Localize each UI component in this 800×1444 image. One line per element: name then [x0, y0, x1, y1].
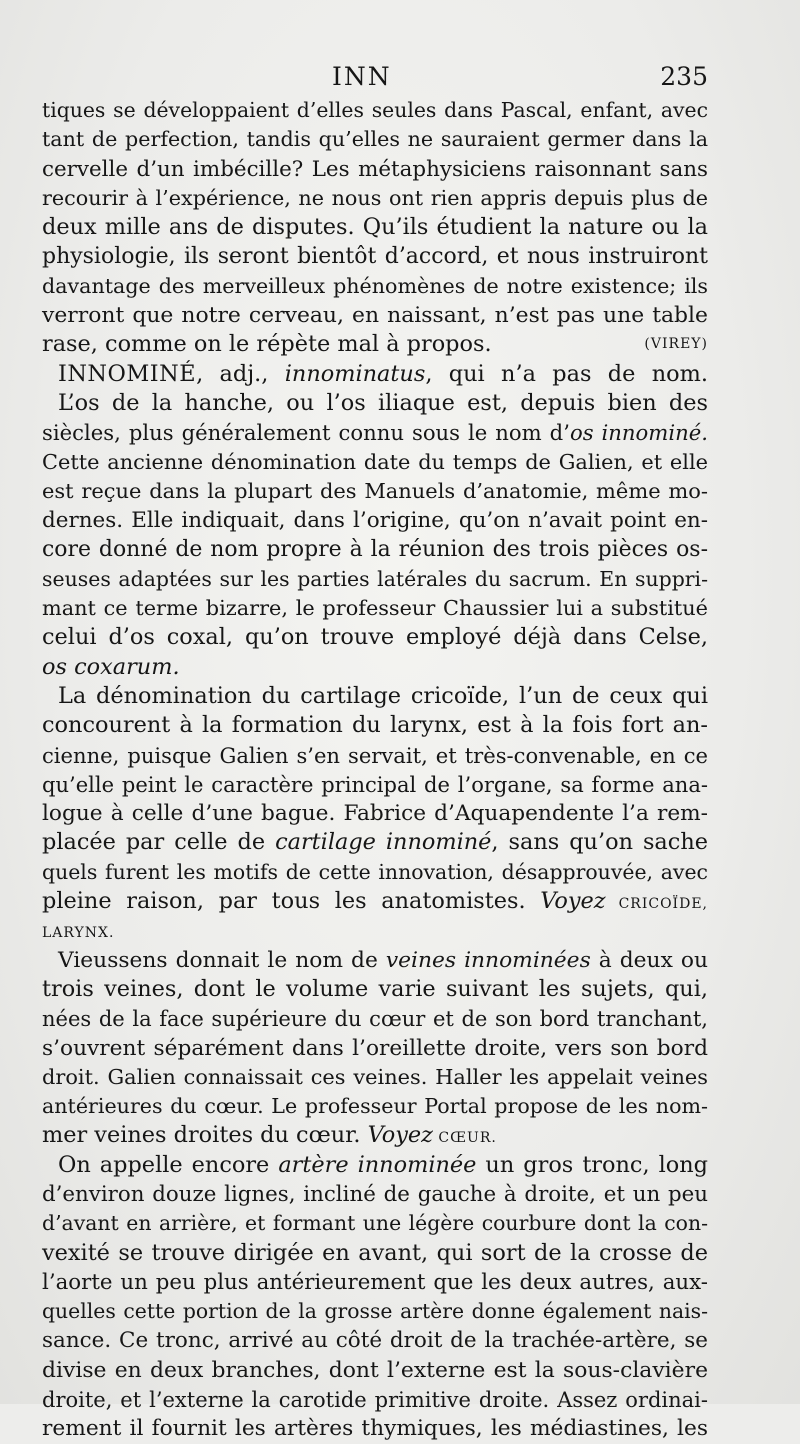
- text-line: l’aorte un peu plus antérieurement que les deux autres, aux-: [42, 1269, 708, 1295]
- text-line: quelles cette portion de la grosse artère donne également nais-: [42, 1299, 708, 1324]
- author-signature: (VIREY): [644, 336, 708, 353]
- text-line: trois veines, dont le volume varie suivant les sujets, qui,: [42, 975, 708, 1002]
- text-line: d’environ douze lignes, incliné de gauche à droite, et un peu: [42, 1181, 708, 1207]
- text-line: droite, et l’externe la carotide primitive droite. Assez ordinai-: [42, 1387, 708, 1413]
- text-line: nées de la face supérieure du cœur et de son bord tranchant,: [42, 1006, 708, 1032]
- text-line: droit. Galien connaissait ces veines. Haller les appelait veines: [42, 1064, 708, 1089]
- page-number: 235: [660, 62, 708, 91]
- running-head: INN: [332, 62, 392, 91]
- text-line: antérieures du cœur. Le professeur Portal propose de les nom-: [42, 1094, 708, 1119]
- text-line: verront que notre cerveau, en naissant, n’est pas une table: [42, 303, 708, 329]
- page-text: [42, 96, 708, 1444]
- text-line: davantage des merveilleux phénomènes de notre existence; ils: [42, 273, 708, 298]
- text-line: La dénomination du cartilage cricoïde, l’un de ceux qui: [58, 682, 708, 709]
- text-line: LARYNX.: [42, 925, 115, 942]
- text-line: celui d’os coxal, qu’on trouve employé déjà dans Celse,: [42, 624, 708, 651]
- text-line: deux mille ans de disputes. Qu’ils étudient la nature ou la: [42, 214, 708, 241]
- text-line: On appelle encore artère innominée un gros tronc, long: [58, 1151, 708, 1178]
- headword: INNOMINÉ: [58, 360, 197, 387]
- text-line: est reçue dans la plupart des Manuels d’anatomie, même mo-: [42, 478, 708, 503]
- text-line: mer veines droites du cœur. Voyez CŒUR.: [42, 1122, 497, 1149]
- text-line: concourent à la formation du larynx, est à la fois fort an-: [42, 712, 708, 739]
- text-line: physiologie, ils seront bientôt d’accord, et nous instruiront: [42, 244, 708, 270]
- text-line: quels furent les motifs de cette innovation, désapprouvée, avec: [42, 859, 708, 884]
- text-line: tant de perfection, tandis qu’elles ne sauraient germer dans la: [42, 127, 708, 152]
- text-line: d’avant en arrière, et formant une légère courbure dont la con-: [42, 1211, 708, 1236]
- page-header: [42, 62, 708, 96]
- text-line: recourir à l’expérience, ne nous ont rien appris depuis plus de: [42, 185, 708, 210]
- text-line: cervelle d’un imbécille? Les métaphysiciens raisonnant sans: [42, 156, 708, 182]
- text-line: Vieussens donnait le nom de veines innominées à deux ou: [58, 947, 708, 973]
- text-line: cienne, puisque Galien s’en servait, et très-convenable, en ce: [42, 742, 708, 768]
- text-line: dernes. Elle indiquait, dans l’origine, qu’on n’avait point en-: [42, 508, 708, 534]
- text-line: os coxarum.: [42, 653, 180, 680]
- text-line: seuses adaptées sur les parties latérales du sacrum. En suppri-: [42, 566, 708, 591]
- text-line: siècles, plus généralement connu sous le nom d’os innominé.: [42, 420, 708, 446]
- text-line: logue à celle d’une bague. Fabrice d’Aquapendente l’a rem-: [42, 801, 708, 827]
- text-line: rement il fournit les artères thymiques, les médiastines, les: [42, 1416, 708, 1442]
- text-line: sance. Ce tronc, arrivé au côté droit de la trachée-artère, se: [42, 1328, 708, 1354]
- text-line: core donné de nom propre à la réunion des trois pièces os-: [42, 537, 708, 563]
- text-line: Cette ancienne dénomination date du temps de Galien, et elle: [42, 449, 708, 474]
- text-line: qu’elle peint le caractère principal de l’organe, sa forme ana-: [42, 771, 708, 797]
- text-line-signed: rase, comme on le répète mal à propos. (VIREY): [42, 330, 708, 359]
- text-line: mant ce terme bizarre, le professeur Chaussier lui a substitué: [42, 596, 708, 621]
- text-line: pleine raison, par tous les anatomistes. Voyez CRICOÏDE,: [42, 888, 708, 915]
- entry-headword-line: INNOMINÉ, adj., innominatus, qui n’a pas de nom.: [58, 360, 708, 387]
- text-line: tiques se développaient d’elles seules dans Pascal, enfant, avec: [42, 98, 708, 122]
- text-line: s’ouvrent séparément dans l’oreillette droite, vers son bord: [42, 1035, 708, 1061]
- text-line: divise en deux branches, dont l’externe est la sous-clavière: [42, 1357, 708, 1383]
- text-line: placée par celle de cartilage innominé, sans qu’on sache: [42, 829, 708, 856]
- text-line: L’os de la hanche, ou l’os iliaque est, depuis bien des: [58, 389, 708, 416]
- text-line: vexité se trouve dirigée en avant, qui sort de la crosse de: [42, 1239, 708, 1266]
